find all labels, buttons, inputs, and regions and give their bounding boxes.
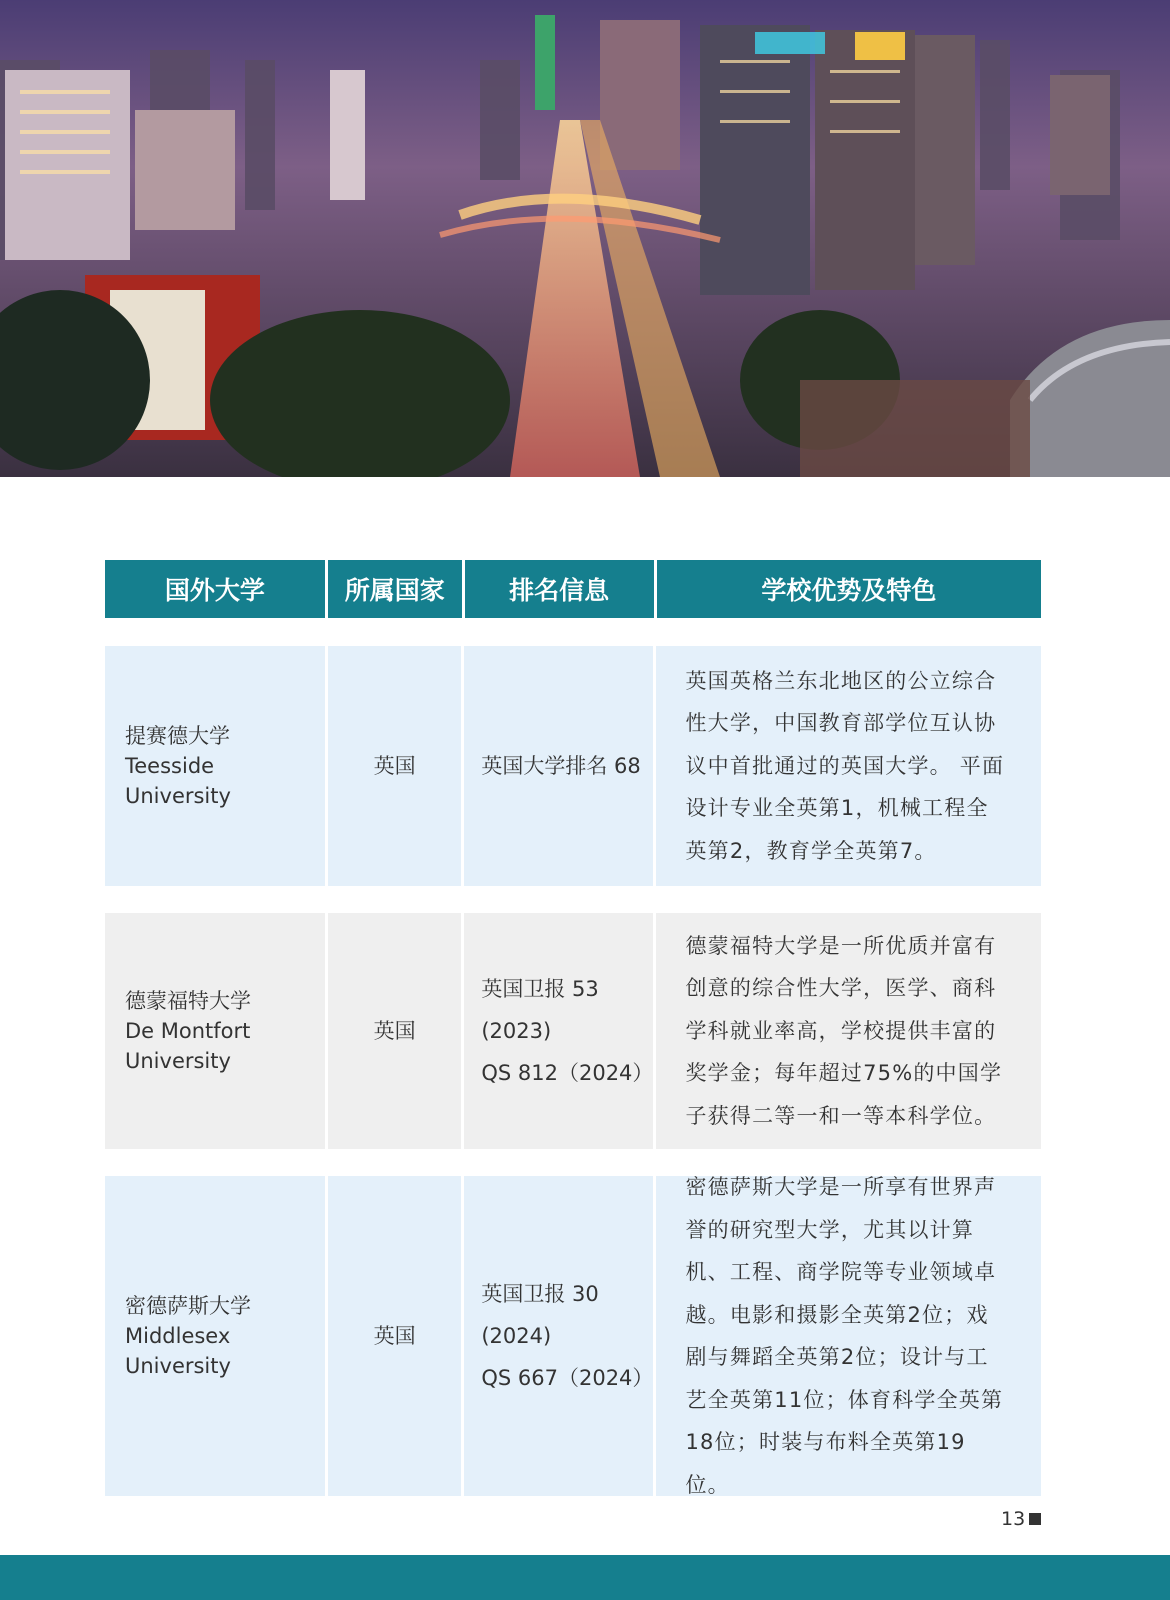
table-header	[105, 560, 1041, 618]
header-ranking: 排名信息	[465, 560, 654, 618]
country-cell: 英国	[328, 646, 462, 886]
ranking-line: 英国大学排名 68	[481, 754, 641, 778]
square-marker-icon	[1029, 1513, 1041, 1525]
university-name-en: Teesside	[125, 754, 215, 778]
ranking-cell	[464, 913, 653, 1149]
university-cell	[105, 913, 325, 1149]
university-name-cn: 密德萨斯大学	[125, 1294, 251, 1318]
features-cell: 德蒙福特大学是一所优质并富有创意的综合性大学，医学、商科学科就业率高，学校提供丰富的奖学金；每年超过75%的中国学子获得二等一和一等本科学位。	[656, 913, 1041, 1149]
ranking-line: (2023)	[481, 1019, 552, 1043]
university-cell	[105, 646, 325, 886]
hero-city-night-photo	[0, 0, 1170, 477]
city-skyline-illustration	[0, 0, 1170, 477]
ranking-cell	[464, 646, 653, 886]
features-cell: 密德萨斯大学是一所享有世界声誉的研究型大学，尤其以计算机、工程、商学院等专业领域卓越。电影和摄影全英第2位；戏剧与舞蹈全英第2位；设计与工艺全英第11位；体育科学全英第18位；时装与布料全英第19位。	[656, 1176, 1041, 1496]
university-name-en: Middlesex	[125, 1324, 231, 1348]
ranking-line: QS 812（2024）	[481, 1061, 654, 1085]
ranking-line: 英国卫报 30	[481, 1282, 599, 1306]
page-number	[1001, 1508, 1041, 1530]
header-university: 国外大学	[105, 560, 325, 618]
university-name-cn: 德蒙福特大学	[125, 989, 251, 1013]
features-cell: 英国英格兰东北地区的公立综合性大学，中国教育部学位互认协议中首批通过的英国大学。 平面设计专业全英第1，机械工程全英第2，教育学全英第7。	[656, 646, 1041, 886]
university-name-en-2: University	[125, 784, 231, 808]
country-cell: 英国	[328, 913, 462, 1149]
footer-bar	[0, 1555, 1170, 1600]
university-name-en: De Montfort	[125, 1019, 251, 1043]
table-row	[105, 1176, 1041, 1496]
university-name-en-2: University	[125, 1049, 231, 1073]
page-number-text: 13	[1001, 1508, 1026, 1530]
university-name-cn: 提赛德大学	[125, 724, 230, 748]
ranking-line: (2024)	[481, 1324, 552, 1348]
ranking-cell	[464, 1176, 653, 1496]
ranking-line: 英国卫报 53	[481, 977, 599, 1001]
ranking-line: QS 667（2024）	[481, 1366, 654, 1390]
header-country: 所属国家	[328, 560, 462, 618]
country-cell: 英国	[328, 1176, 462, 1496]
table-row	[105, 913, 1041, 1149]
university-cell	[105, 1176, 325, 1496]
header-features: 学校优势及特色	[657, 560, 1041, 618]
university-name-en-2: University	[125, 1354, 231, 1378]
table-row	[105, 646, 1041, 886]
